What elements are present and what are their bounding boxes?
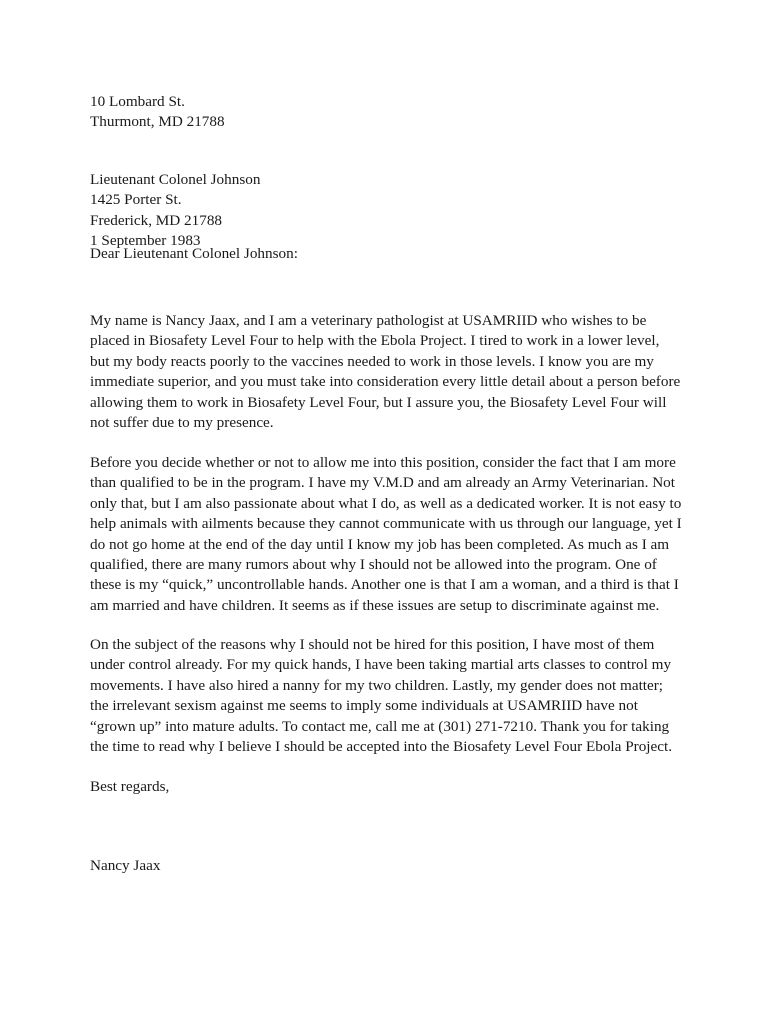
sender-street: 10 Lombard St.: [90, 93, 185, 110]
recipient-name: Lieutenant Colonel Johnson: [90, 171, 261, 188]
body-paragraph-2: [90, 453, 730, 616]
paragraph-line: the time to read why I believe I should be accepted into the Biosafety Level Four Ebola Project.: [90, 738, 673, 756]
sender-city-state-zip: Thurmont, MD 21788: [90, 113, 225, 131]
sender-address: [90, 92, 730, 133]
paragraph-line: placed in Biosafety Level Four to help with the Ebola Project. I tired to work in a lower level,: [90, 332, 660, 350]
closing: [90, 777, 730, 797]
salutation-text: Dear Lieutenant Colonel Johnson:: [90, 245, 298, 262]
paragraph-line: immediate superior, and you must take into consideration every little detail about a person before: [90, 373, 681, 391]
paragraph-line: do not go home at the end of the day until I know my job has been completed. As much as I am: [90, 535, 670, 553]
closing-text: Best regards,: [90, 778, 170, 795]
paragraph-line: these is my “quick,” uncontrollable hands. Another one is that I am a woman, and a third is that I: [90, 576, 679, 594]
letter-date: 1 September 1983: [90, 232, 201, 250]
body-paragraph-1: [90, 311, 730, 433]
recipient-address: [90, 170, 730, 252]
salutation: [90, 244, 730, 264]
paragraph-line: movements. I have also hired a nanny for my two children. Lastly, my gender does not matter;: [90, 676, 664, 694]
paragraph-line: the irrelevant sexism against me seems to imply some individuals at USAMRIID have not: [90, 697, 638, 715]
paragraph-line: “grown up” into mature adults. To contact me, call me at (301) 271-7210. Thank you for taking: [90, 717, 670, 735]
paragraph-line: but my body reacts poorly to the vaccines needed to work in those levels. I know you are my: [90, 352, 654, 370]
paragraph-line: not suffer due to my presence.: [90, 414, 274, 432]
paragraph-line: help animals with ailments because they cannot communicate with us through our language, yet I: [90, 515, 682, 533]
recipient-street: 1425 Porter St.: [90, 191, 182, 209]
paragraph-line: under control already. For my quick hands, I have been taking martial arts classes to control my: [90, 656, 672, 674]
body-paragraph-3: [90, 635, 730, 757]
recipient-city-state-zip: Frederick, MD 21788: [90, 211, 223, 229]
paragraph-line: than qualified to be in the program. I have my V.M.D and am already an Army Veterinarian. Not: [90, 474, 675, 492]
paragraph-line: am married and have children. It seems as if these issues are setup to discriminate against me.: [90, 596, 660, 614]
signature: [90, 856, 730, 876]
paragraph-line: qualified, there are many rumors about why I should not be allowed into the program. One of: [90, 556, 657, 574]
paragraph-line: allowing them to work in Biosafety Level Four, but I assure you, the Biosafety Level Four will: [90, 393, 667, 411]
signature-name: Nancy Jaax: [90, 857, 161, 874]
paragraph-line: My name is Nancy Jaax, and I am a veterinary pathologist at USAMRIID who wishes to be: [90, 312, 647, 329]
paragraph-line: On the subject of the reasons why I should not be hired for this position, I have most of them: [90, 636, 655, 653]
paragraph-line: only that, but I am also passionate about what I do, as well as a dedicated worker. It is not easy to: [90, 494, 682, 512]
paragraph-line: Before you decide whether or not to allow me into this position, consider the fact that I am more: [90, 454, 676, 471]
